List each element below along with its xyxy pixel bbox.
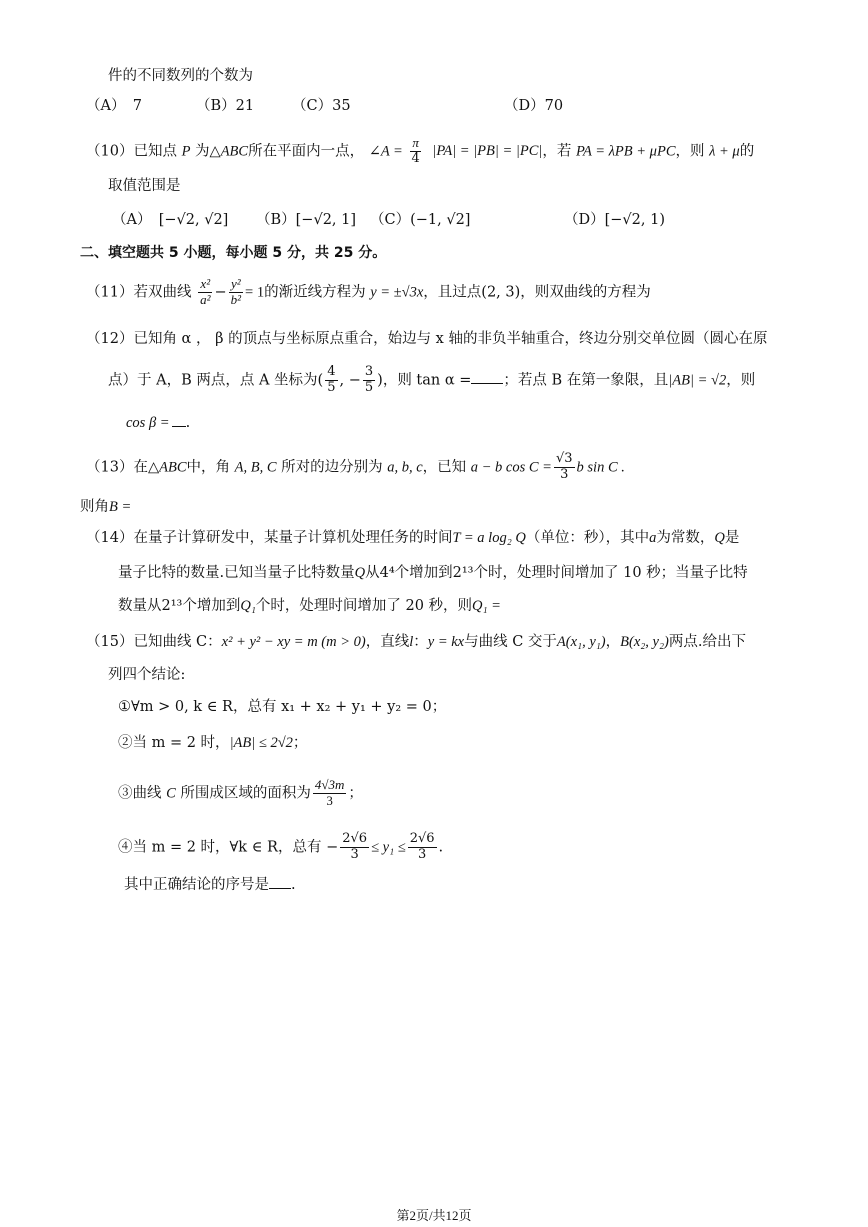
q15-text: 所围成区域的面积为 <box>180 785 311 802</box>
q15-text: 两点.给出下 <box>668 634 746 650</box>
q14-text: 量子比特的数量.已知当量子比特数量 <box>118 565 355 581</box>
q10-number: （10） <box>86 143 134 160</box>
frac-denominator: 5 <box>364 379 374 395</box>
q15-line-eq: y = kx <box>427 634 465 650</box>
q15-text: 已知曲线 C： <box>133 634 222 650</box>
q10-text: 为△ <box>195 143 221 160</box>
q14-line2 <box>118 566 748 581</box>
q9-option-a: （A） 7 <box>86 98 142 114</box>
q12-text: ，则 <box>726 372 756 389</box>
q12-text: ，则 tan α = <box>382 372 472 389</box>
frac-numerator: √3 <box>555 451 573 466</box>
q9-option-d: （D）70 <box>504 98 564 114</box>
q12-blank-tan <box>471 371 503 384</box>
q12-text: 点）于 A，B 两点，点 A 坐标为 <box>108 372 318 389</box>
q15-text: . <box>438 839 444 856</box>
q13-angle-b: B = <box>109 499 132 515</box>
q10-text: 所在平面内一点， <box>248 143 365 160</box>
q10-text: ，则 <box>675 143 705 160</box>
frac-denominator: 3 <box>417 846 427 862</box>
q15-line-l: l <box>409 634 414 650</box>
q15-number: （15） <box>86 634 134 650</box>
q13-frac <box>554 452 575 483</box>
q15-answer-line: 其中正确结论的序号是 . <box>124 877 296 893</box>
q14-a: a <box>649 530 657 546</box>
q15-conclusion-4 <box>118 832 443 863</box>
q10-option-d: （D）[−√2, 1) <box>564 212 665 228</box>
q15-text: ， <box>605 634 621 650</box>
q14-number: （14） <box>86 530 134 546</box>
q11-number: （11） <box>86 284 134 301</box>
frac-numerator: x² <box>200 276 211 291</box>
q15-text: ②当 m = 2 时， <box>118 735 230 751</box>
q11-text: 的渐近线方程为 <box>264 284 366 301</box>
q15-bound-frac-left <box>340 832 369 863</box>
q13-line1 <box>86 452 625 483</box>
q11-equals: = 1 <box>245 284 265 301</box>
q15-point-a: A(x₁, y₁) <box>556 634 606 650</box>
q10-vector-equation: PA = λPB + μPC <box>576 143 676 160</box>
frac-numerator: y² <box>230 276 241 291</box>
q15-line2: 列四个结论: <box>108 667 186 683</box>
q15-text: ③曲线 <box>118 785 162 802</box>
q15-answer-blank <box>269 876 291 889</box>
q15-text: ，直线 <box>365 634 410 650</box>
q14-text: 是 <box>724 530 740 546</box>
q11-text: ，则双曲线的方程为 <box>520 284 651 301</box>
q14-power-2-13: 2¹³ <box>452 565 474 581</box>
q10-pi-over-4 <box>409 136 421 167</box>
q12-frac-y <box>363 365 375 396</box>
frac-denominator: 3 <box>350 846 359 862</box>
q15-text: 与曲线 C 交于 <box>464 634 557 650</box>
q9-option-b: （B）21 <box>196 98 255 114</box>
q15-text: ： <box>413 634 428 650</box>
frac-denominator: 3 <box>560 466 569 482</box>
q14-text: 个增加到 <box>182 598 241 614</box>
q13-text: 中，角 <box>186 459 230 476</box>
q13-number: （13） <box>86 459 134 476</box>
q13-triangle: ABC <box>159 459 187 476</box>
q10-angle: ∠A = <box>368 143 403 160</box>
q11-frac-x <box>198 277 212 308</box>
q10-line1 <box>86 136 754 167</box>
q10-option-c: （C）(−1, √2] <box>370 212 471 228</box>
q12-ab-length: |AB| = √2 <box>668 372 727 389</box>
q9-tail: 件的不同数列的个数为 <box>108 68 253 84</box>
q15-conclusion-2 <box>118 736 307 751</box>
q14-q1: Q₁ <box>240 598 256 614</box>
q10-condition: |PA| = |PB| = |PC| <box>432 143 543 160</box>
q10-option-a: （A） [−√2, √2] <box>112 212 229 228</box>
q15-text: ④当 m = 2 时，∀k ∈ R，总有 − <box>118 839 339 856</box>
frac-denominator: 3 <box>326 792 333 808</box>
frac-numerator: 4 <box>327 364 336 379</box>
q12-text: . <box>185 415 191 431</box>
q15-bound-frac-right <box>408 832 437 863</box>
q11-asymptote: y = ±√3x <box>370 284 424 301</box>
page-footer: 第2页/共12页 <box>396 1208 472 1223</box>
q13-equation-left: a − b cos C = <box>470 459 552 476</box>
q14-q: Q <box>354 565 366 581</box>
q10-triangle: ABC <box>220 143 249 160</box>
q15-ab-bound: |AB| ≤ 2√2 <box>229 735 293 751</box>
frac-denominator: 4 <box>411 150 420 166</box>
q12-line2: 点）于 A，B 两点，点 A 坐标为( $\frac{4}{5}$ , − $\frac{3}{5}$ )，则 tan α = ；若点 B 在第一象限，且|AB| = √2，则 <box>108 364 756 395</box>
q11-frac-y <box>229 277 243 308</box>
q10-text: 的 <box>739 143 755 160</box>
q15-curve: x² + y² − xy = m (m > 0) <box>221 634 366 650</box>
q13-text: 所对的边分别为 <box>281 459 383 476</box>
q12-text: 已知角 α ， β 的顶点与坐标原点重合，始边与 x 轴的非负半轴重合，终边分别交单位圆（圆心在原 <box>133 331 768 347</box>
q14-text: 个时，处理时间增加了 10 秒；当量子比特 <box>473 565 748 581</box>
q15-conclusion-1: ①∀m > 0, k ∈ R，总有 x₁ + x₂ + y₁ + y₂ = 0； <box>118 699 447 715</box>
q10-lambda-mu: λ + μ <box>709 143 740 160</box>
q14-text: （单位：秒），其中 <box>525 530 650 546</box>
frac-denominator: 5 <box>327 379 336 395</box>
q12-line3 <box>126 414 190 431</box>
frac-numerator: π <box>412 135 419 150</box>
q15-conclusion-3 <box>118 778 363 809</box>
q14-line1 <box>86 531 739 546</box>
q14-text: 个增加到 <box>394 565 453 581</box>
q11-point: (2, 3) <box>481 284 521 301</box>
q10-text: 已知点 <box>133 143 177 160</box>
q15-text: ； <box>348 785 363 802</box>
q13-angles: A, B, C <box>234 459 277 476</box>
q12-frac-x <box>325 365 337 396</box>
q14-power-4-4: 4⁴ <box>379 565 395 581</box>
q12-cos-beta: cos β = <box>126 415 170 431</box>
q12-blank-cos <box>172 414 186 427</box>
q13-sides: a, b, c <box>387 459 423 476</box>
q13-line2 <box>80 500 131 515</box>
q11-text: ，且过点 <box>423 284 482 301</box>
q12-text: ；若点 B 在第一象限，且 <box>503 372 669 389</box>
q15-point-b: B(x₂, y₂) <box>620 634 669 650</box>
q13-text: ，已知 <box>422 459 467 476</box>
q12-number: （12） <box>86 331 134 347</box>
q10-text: ，若 <box>542 143 572 160</box>
q15-text: ； <box>292 735 308 751</box>
q10-line2: 取值范围是 <box>108 178 181 194</box>
q14-text: 在量子计算研发中，某量子计算机处理任务的时间 <box>133 530 453 546</box>
q13-text: 则角 <box>80 499 109 515</box>
q14-text: 为常数， <box>656 530 715 546</box>
q15-text: 其中正确结论的序号是 <box>124 877 269 893</box>
q15-y1-inequality: ≤ y₁ ≤ <box>371 839 406 856</box>
q14-q: Q <box>714 530 725 546</box>
q10-point-p: P <box>181 143 191 160</box>
q15-curve-c: C <box>166 785 176 802</box>
q9-option-c: （C）35 <box>292 98 351 114</box>
q15-area-frac <box>313 778 347 809</box>
q11-line1: （11）若双曲线 $\frac{\text{x²}}{\text{a²}}$ − $\frac{\text{y²}}{\text{b²}}$ = 1的渐近线方程为 y = ±√3x，且过点(2, 3)，则双曲线的方程为 <box>86 276 651 307</box>
q14-formula: T = a log₂ Q <box>452 530 526 546</box>
frac-numerator: 3 <box>364 364 374 379</box>
section-heading: 二、填空题共 5 小题，每小题 5 分，共 25 分。 <box>80 245 387 261</box>
q13-text: 在△ <box>133 459 160 476</box>
frac-denominator: a² <box>200 291 211 307</box>
q14-q1-equals: Q₁ = <box>472 598 501 614</box>
q15-line1 <box>86 635 746 650</box>
q14-line3 <box>118 599 501 614</box>
frac-numerator: 4√3m <box>314 777 345 792</box>
frac-denominator: b² <box>230 291 242 307</box>
q12-line1 <box>86 332 767 347</box>
q14-text: 数量从 <box>118 598 162 614</box>
q14-text: 个时，处理时间增加了 20 秒，则 <box>255 598 473 614</box>
q11-text: 若双曲线 <box>133 284 192 301</box>
q14-text: 从 <box>365 565 380 581</box>
q10-option-b: （B）[−√2, 1] <box>256 212 357 228</box>
q13-equation-right: b sin C . <box>576 459 625 476</box>
frac-numerator: 2√6 <box>409 831 435 846</box>
q14-power-2-13: 2¹³ <box>161 598 183 614</box>
frac-numerator: 2√6 <box>342 831 368 846</box>
